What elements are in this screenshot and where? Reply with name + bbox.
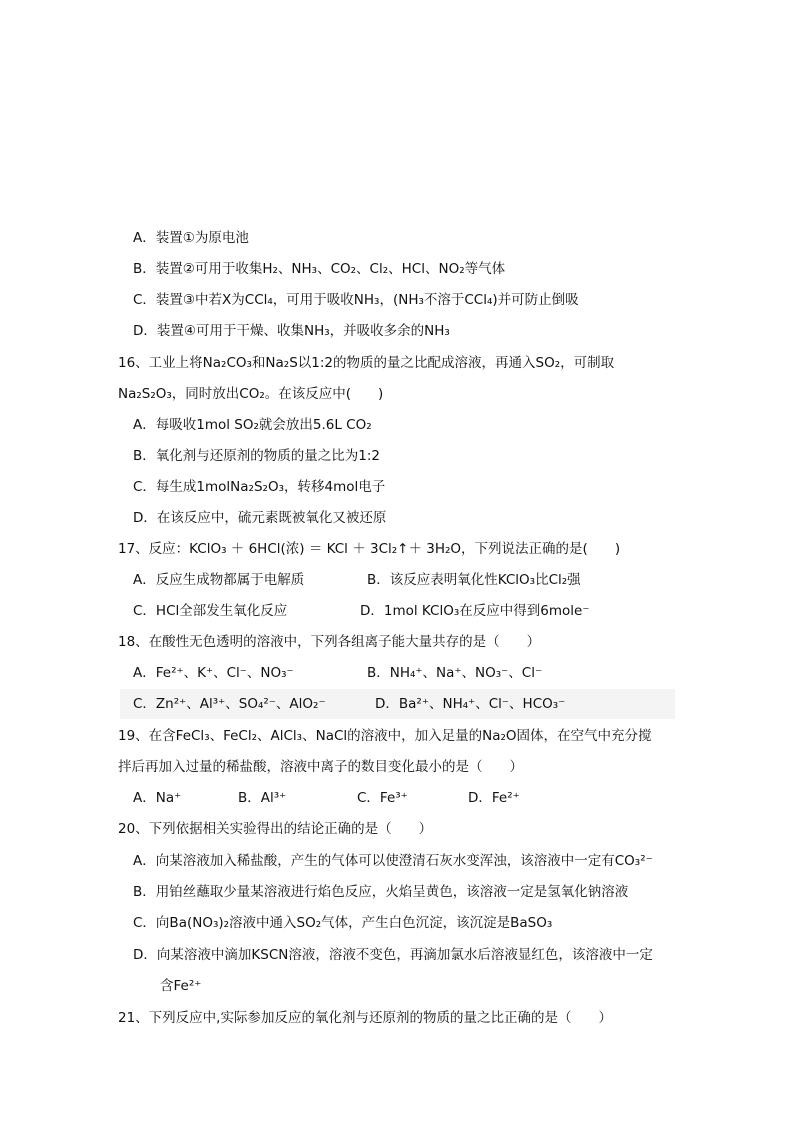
q16-stem-line2: Na₂S₂O₃，同时放出CO₂。在该反应中( ) [118, 386, 384, 402]
q20-option-b: B．用铂丝蘸取少量某溶液进行焰色反应，火焰呈黄色，该溶液一定是氢氧化钠溶液 [133, 884, 629, 900]
prev-option-c: C．装置③中若X为CCl₄，可用于吸收NH₃，(NH₃不溶于CCl₄)并可防止倒吸 [133, 292, 579, 308]
q19-stem-line1: 19、在含FeCl₃、FeCl₂、AlCl₃、NaCl的溶液中，加入足量的Na₂O固体，在空气中充分搅 [118, 728, 652, 744]
q18-stem: 18、在酸性无色透明的溶液中，下列各组离子能大量共存的是（ ） [118, 634, 541, 650]
prev-option-a: A．装置①为原电池 [133, 230, 249, 246]
q17-option-a: A．反应生成物都属于电解质 [133, 572, 305, 588]
q16-stem-line1: 16、工业上将Na₂CO₃和Na₂S以1:2的物质的量之比配成溶液，再通入SO₂，可制取 [118, 355, 615, 371]
q20-option-d-line1: D．向某溶液中滴加KSCN溶液，溶液不变色，再滴加氯水后溶液显红色，该溶液中一定 [133, 947, 653, 963]
q20-stem: 20、下列依据相关实验得出的结论正确的是（ ） [118, 821, 433, 837]
q20-option-c: C．向Ba(NO₃)₂溶液中通入SO₂气体，产生白色沉淀，该沉淀是BaSO₃ [133, 915, 553, 931]
q17-option-d: D．1mol KClO₃在反应中得到6mole⁻ [360, 603, 590, 619]
q19-option-c: C．Fe³⁺ [357, 790, 408, 806]
q18-option-b: B．NH₄⁺、Na⁺、NO₃⁻、Cl⁻ [367, 665, 543, 681]
q20-option-a: A．向某溶液加入稀盐酸，产生的气体可以使澄清石灰水变浑浊，该溶液中一定有CO₃²⁻ [133, 853, 653, 869]
q19-option-d: D．Fe²⁺ [468, 790, 520, 806]
q16-option-b: B．氧化剂与还原剂的物质的量之比为1:2 [133, 448, 380, 464]
q16-option-c: C．每生成1molNa₂S₂O₃，转移4mol电子 [133, 479, 386, 495]
q16-option-d: D．在该反应中，硫元素既被氧化又被还原 [133, 510, 387, 526]
q20-option-d-line2: 含Fe²⁺ [160, 978, 202, 994]
q18-option-d: D．Ba²⁺、NH₄⁺、Cl⁻、HCO₃⁻ [375, 696, 566, 712]
q16-option-a: A．每吸收1mol SO₂就会放出5.6L CO₂ [133, 417, 372, 433]
q17-option-c: C．HCl全部发生氧化反应 [133, 603, 288, 619]
q17-option-b: B．该反应表明氧化性KClO₃比Cl₂强 [367, 572, 581, 588]
q19-option-a: A．Na⁺ [133, 790, 182, 806]
q17-stem: 17、反应：KClO₃ ＋ 6HCl(浓) ＝ KCl ＋ 3Cl₂↑＋ 3H₂O，下列说法正确的是( ) [118, 541, 621, 557]
q18-option-a: A．Fe²⁺、K⁺、Cl⁻、NO₃⁻ [133, 665, 294, 681]
q18-option-c: C．Zn²⁺、Al³⁺、SO₄²⁻、AlO₂⁻ [133, 696, 326, 712]
prev-option-b: B．装置②可用于收集H₂、NH₃、CO₂、Cl₂、HCl、NO₂等气体 [133, 261, 506, 277]
q19-stem-line2: 拌后再加入过量的稀盐酸，溶液中离子的数目变化最小的是（ ） [118, 759, 523, 775]
prev-option-d: D．装置④可用于干燥、收集NH₃，并吸收多余的NH₃ [133, 323, 450, 339]
q19-option-b: B．Al³⁺ [238, 790, 287, 806]
q21-stem: 21、下列反应中,实际参加反应的氧化剂与还原剂的物质的量之比正确的是（ ） [118, 1010, 612, 1026]
